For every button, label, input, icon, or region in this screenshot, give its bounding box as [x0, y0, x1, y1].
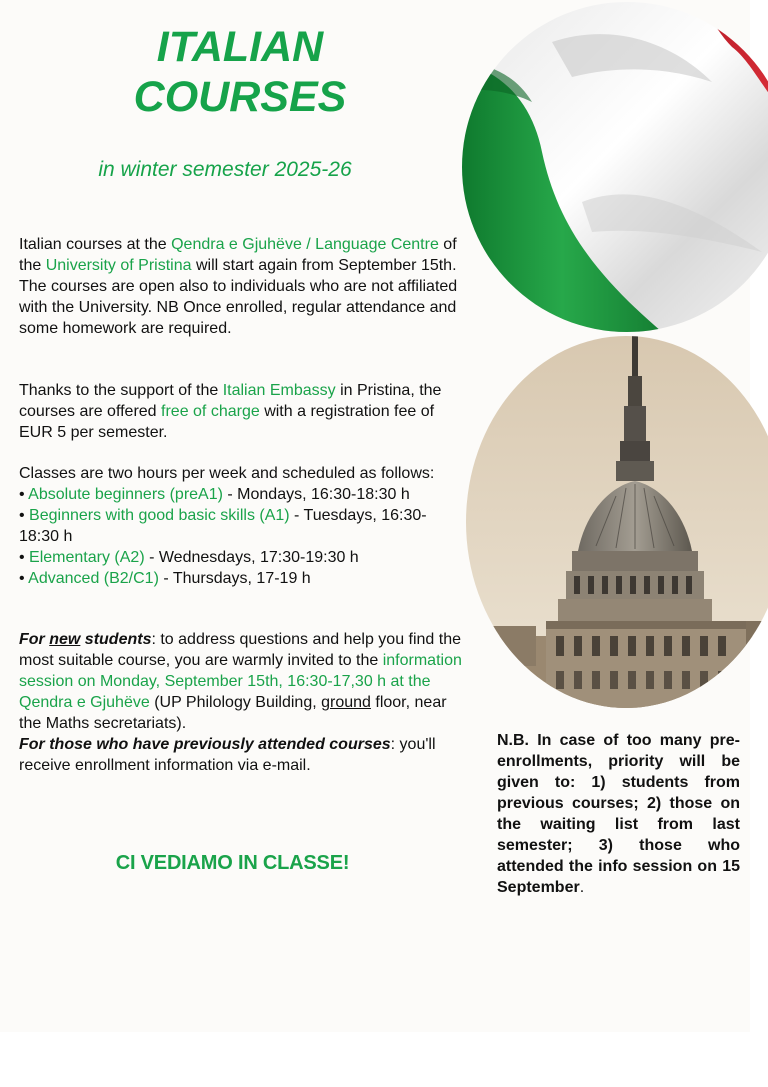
free-of-charge: free of charge	[161, 403, 260, 420]
course-schedule: - Tuesdays, 16:30-18:30 h	[19, 507, 427, 545]
mole-antonelliana-image	[466, 336, 768, 708]
italian-flag-icon	[462, 2, 768, 332]
schedule-paragraph	[19, 463, 464, 589]
course-schedule: - Wednesdays, 17:30-19:30 h	[144, 549, 359, 566]
schedule-item: • Elementary (A2) - Wednesdays, 17:30-19:30 h	[19, 549, 359, 566]
schedule-item: • Advanced (B2/C1) - Thursdays, 17-19 h	[19, 570, 311, 587]
course-schedule: - Thursdays, 17-19 h	[158, 570, 311, 587]
schedule-item: • Absolute beginners (preA1) - Mondays, 16:30-18:30 h	[19, 486, 410, 503]
new-students-lead-1: For	[19, 631, 50, 648]
support-text-2: in Pristina, the courses are offered	[19, 382, 442, 420]
info-text-3: floor, near the Maths secretariats).	[19, 694, 447, 732]
support-text-1: Thanks to the support of the	[19, 382, 223, 399]
intro-text-1: Italian courses at the	[19, 236, 172, 253]
intro-text-2: of the	[19, 236, 457, 274]
schedule-intro: Classes are two hours per week and scheduled as follows:	[19, 465, 435, 482]
support-text-3: with a registration fee of EUR 5 per semester.	[19, 403, 435, 441]
title-line-2: COURSES	[133, 73, 347, 121]
previous-students-lead: For those who have previously attended courses	[19, 736, 391, 753]
priority-note	[497, 730, 740, 898]
priority-note-end: .	[579, 879, 585, 896]
course-level: Absolute beginners (preA1)	[28, 486, 223, 503]
new-students-lead-2: students	[80, 631, 152, 648]
priority-note-text: N.B. In case of too many pre-enrollments, priority will be given to: 1) students from previous courses; 2) those on the waiting list from last semester; 3) those who attended the info session on 15 September	[497, 732, 740, 896]
embassy-name: Italian Embassy	[222, 382, 336, 399]
schedule-item: • Beginners with good basic skills (A1) - Tuesdays, 16:30-18:30 h	[19, 507, 427, 545]
info-session-details: information session on Monday, September 15th, 16:30-17,30 h at the Qendra e Gjuhëve	[19, 652, 462, 711]
university-name: University of Pristina	[45, 257, 192, 274]
course-level: Beginners with good basic skills (A1)	[29, 507, 290, 524]
support-paragraph	[19, 380, 464, 443]
building-icon	[466, 336, 768, 708]
intro-paragraph	[19, 234, 464, 339]
course-schedule: - Mondays, 16:30-18:30 h	[222, 486, 410, 503]
title	[60, 22, 420, 122]
new-word: new	[49, 631, 81, 648]
intro-text-3: will start again from September 15th. The courses are open also to individuals who are not affiliated with the University. NB Once enrolled, regular attendance and some homework are required.	[19, 257, 458, 337]
subtitle: in winter semester 2025-26	[98, 158, 352, 181]
italian-flag-image	[462, 2, 768, 332]
course-level: Elementary (A2)	[29, 549, 145, 566]
course-level: Advanced (B2/C1)	[28, 570, 159, 587]
info-text-4: : you'll receive enrollment information via e-mail.	[19, 736, 436, 774]
info-text-2: (UP Philology Building,	[149, 694, 322, 711]
info-text-1: : to address questions and help you find the most suitable course, you are warmly invited to the	[19, 631, 462, 669]
language-centre-name: Qendra e Gjuhëve / Language Centre	[171, 236, 439, 253]
ground-word: ground	[321, 694, 371, 711]
closing-slogan: CI VEDIAMO IN CLASSE!	[115, 852, 350, 874]
title-line-1: ITALIAN	[156, 23, 324, 71]
info-session-paragraph	[19, 629, 464, 776]
